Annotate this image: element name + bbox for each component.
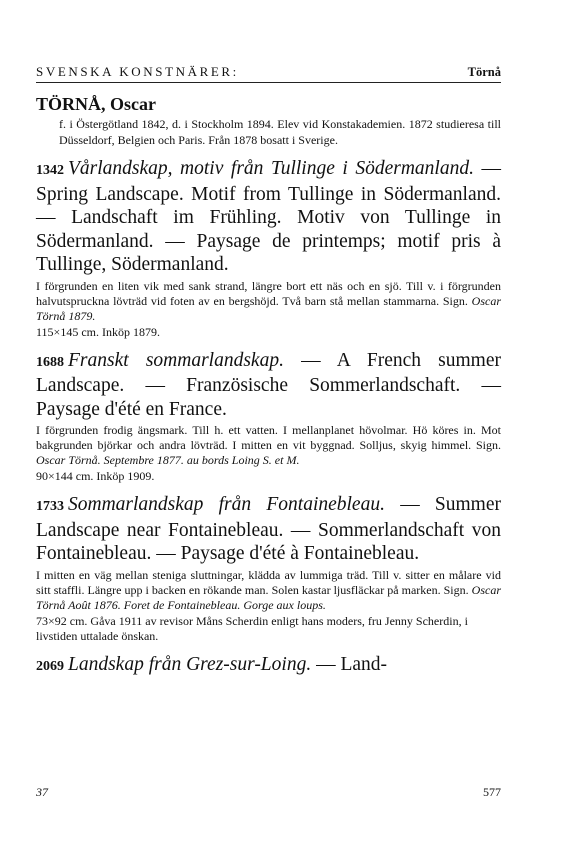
swedish-title: Sommarlandskap från Fontainebleau. [68,494,385,515]
page-content [36,93,501,678]
catalog-entry [36,157,501,340]
entry-measurements: 90×144 cm. Inköp 1909. [36,469,155,483]
description-text: I mitten en väg mellan steniga sluttningar, klädda av lummiga träd. Till v. sitter en målare vid sitt staffli. Längre upp i backen en rökande man. Solen kastar ljusfläckar på marken. Sign. [36,567,501,597]
header-rule [36,82,501,83]
artist-name: TÖRNÅ, Oscar [36,94,156,114]
signature-text: Oscar Törnå Août 1876. Foret de Fontainebleau. Gorge aux loups. [36,582,501,612]
signature-mark: 37 [36,785,48,799]
page-number: 577 [483,785,501,799]
entry-measurements: 73×92 cm. Gåva 1911 av revisor Måns Scherdin enligt hans moders, fru Jenny Scherdin, i livstiden uttalade önskan. [36,613,468,643]
page-footer [36,785,501,800]
running-surname: Törnå [467,65,501,79]
translated-titles: — Spring Landscape. Motif from Tullinge in Södermanland. — Landschaft im Frühling. Motiv von Tullinge in Södermanland. — Paysage de printemps; motif pris à Tullinge, Södermanland. [36,158,501,275]
catalog-entry-continued [36,653,501,679]
inventory-number: 1688 [36,354,64,370]
signature-text: Oscar Törnå 1879. [36,293,501,323]
entry-heading [36,349,501,422]
translated-titles: — Land- [311,653,388,675]
signature-text: Oscar Törnå. Septembre 1877. au bords Loing S. et M. [36,453,300,467]
catalog-entry [36,493,501,644]
entry-description [36,423,501,468]
inventory-number: 1733 [36,499,64,514]
entry-measurements: 115×145 cm. Inköp 1879. [36,324,160,339]
inventory-number: 1342 [36,163,64,178]
translated-titles: — A French summer Landscape. — Französische Sommerlandschaft. — Paysage d'été en France. [36,349,501,420]
translated-titles: — Summer Landscape near Fontainebleau. — Sommerlandschaft von Fontainebleau. — Paysage d'été à Fontainebleau. [36,494,501,564]
swedish-title: Franskt sommarlandskap. [68,349,284,371]
running-header [36,64,501,80]
running-title: SVENSKA KONSTNÄRER: [36,64,239,79]
entry-description [36,568,501,613]
artist-bio: f. i Östergötland 1842, d. i Stockholm 1894. Elev vid Konstakademien. 1872 studieresa till Düsseldorf, Belgien och Paris. Från 1878 bosatt i Sverige. [59,117,501,147]
description-text: I förgrunden frodig ängsmark. Till h. ett vatten. I mellanplanet hövolmar. Hö köres in. Mot bakgrunden björkar och andra lövträd. I mitten en vit byggnad. Solljus, skyig himmel. Sign. [36,423,501,452]
inventory-number: 2069 [36,658,64,674]
swedish-title: Vårlandskap, motiv från Tullinge i Södermanland. [68,158,474,179]
entry-heading [36,653,501,679]
description-text: I förgrunden en liten vik med sank strand, längre bort ett näs och en sjö. Till v. i förgrunden halvutspruckna lövträd vid foten av en bergshöjd. Två barn stå mellan stammarna. Sign. [36,278,501,308]
entry-description [36,279,501,324]
catalog-entry [36,349,501,485]
swedish-title: Landskap från Grez-sur-Loing. [68,653,312,675]
entry-heading [36,157,501,277]
entry-heading [36,493,501,566]
